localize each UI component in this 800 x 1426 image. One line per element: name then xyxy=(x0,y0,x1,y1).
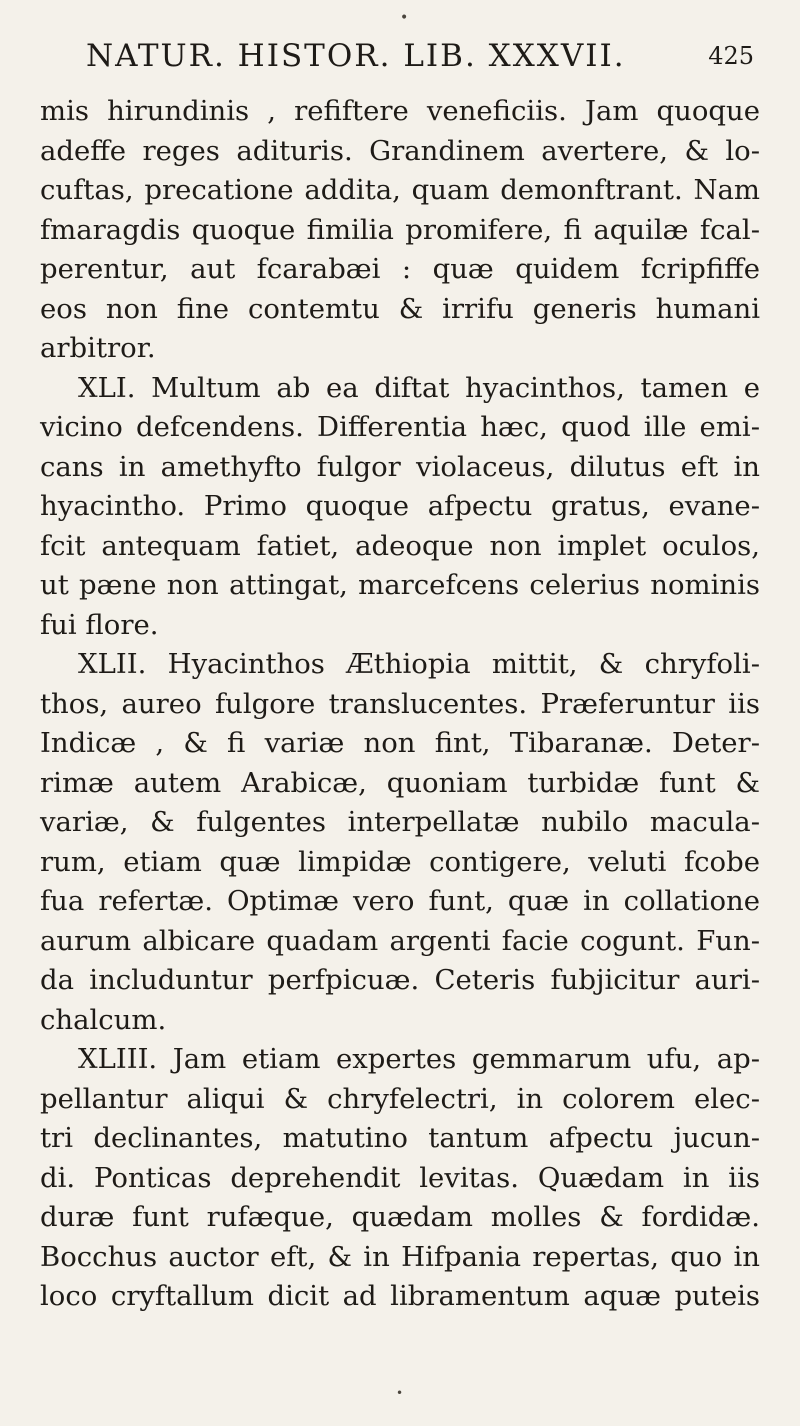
text-line: ut pæne non attingat, marcefcens celerius nominis xyxy=(40,569,760,601)
text-line: di. Ponticas deprehendit levitas. Quædam in iis xyxy=(40,1161,760,1194)
text-line: cans in amethyfto fulgor violaceus, dilutus eft in xyxy=(40,450,760,483)
text-line: XLI. Multum ab ea diftat hyacinthos, tamen e xyxy=(78,371,760,404)
text-line: XLII. Hyacinthos Æthiopia mittit, & chryfoli- xyxy=(78,648,760,680)
text-line: Bocchus auctor eft, & in Hifpania repertas, quo in xyxy=(40,1240,760,1273)
text-line: loco cryftallum dicit ad libramentum aquæ puteis xyxy=(40,1280,760,1312)
text-line: fmaragdis quoque fimilia promifere, fi aquilæ fcal- xyxy=(40,213,760,246)
text-line: thos, aureo fulgore translucentes. Præferuntur iis xyxy=(40,687,760,720)
text-line: tri declinantes, matutino tantum afpectu jucun- xyxy=(40,1122,760,1154)
text-line: aurum albicare quadam argenti facie cogunt. Fun- xyxy=(40,924,760,957)
text-line: vicino defcendens. Differentia hæc, quod ille emi- xyxy=(40,411,760,443)
text-line: rimæ autem Arabicæ, quoniam turbidæ funt & xyxy=(40,766,760,799)
text-line: arbitror. xyxy=(40,332,156,364)
running-head-title: NATUR. HISTOR. LIB. XXXVII. xyxy=(86,38,626,74)
text-line: perentur, aut fcarabæi : quæ quidem fcripfiffe xyxy=(40,253,760,285)
text-line: hyacintho. Primo quoque afpectu gratus, evane- xyxy=(40,490,760,522)
body-text xyxy=(40,92,760,1317)
page-number: 425 xyxy=(708,42,754,70)
text-line: pellantur aliqui & chryfelectri, in colorem elec- xyxy=(40,1082,760,1115)
text-line: fcit antequam fatiet, adeoque non implet oculos, xyxy=(40,529,760,562)
text-line: variæ, & fulgentes interpellatæ nubilo macula- xyxy=(40,806,760,838)
text-line: duræ funt rufæque, quædam molles & fordidæ. xyxy=(40,1201,760,1233)
text-line: XLIII. Jam etiam expertes gemmarum ufu, ap- xyxy=(78,1043,760,1075)
text-line: da includuntur perfpicuæ. Ceteris fubjicitur auri- xyxy=(40,964,760,996)
running-head xyxy=(86,34,754,78)
text-line: eos non fine contemtu & irrifu generis humani xyxy=(40,292,760,325)
text-line: Indicæ , & fi variæ non fint, Tibaranæ. Deter- xyxy=(40,727,760,759)
top-ornament: • xyxy=(400,10,409,26)
bottom-ornament: • xyxy=(396,1386,404,1400)
text-line: mis hirundinis , refiftere veneficiis. Jam quoque xyxy=(40,95,760,127)
text-line: fua refertæ. Optimæ vero funt, quæ in collatione xyxy=(40,885,760,917)
text-line: cuftas, precatione addita, quam demonftrant. Nam xyxy=(40,174,760,206)
text-line: chalcum. xyxy=(40,1003,167,1036)
text-line: rum, etiam quæ limpidæ contigere, veluti fcobe xyxy=(40,845,760,878)
text-line: fui flore. xyxy=(40,608,159,641)
text-line: adeffe reges adituris. Grandinem avertere, & lo- xyxy=(40,134,760,167)
